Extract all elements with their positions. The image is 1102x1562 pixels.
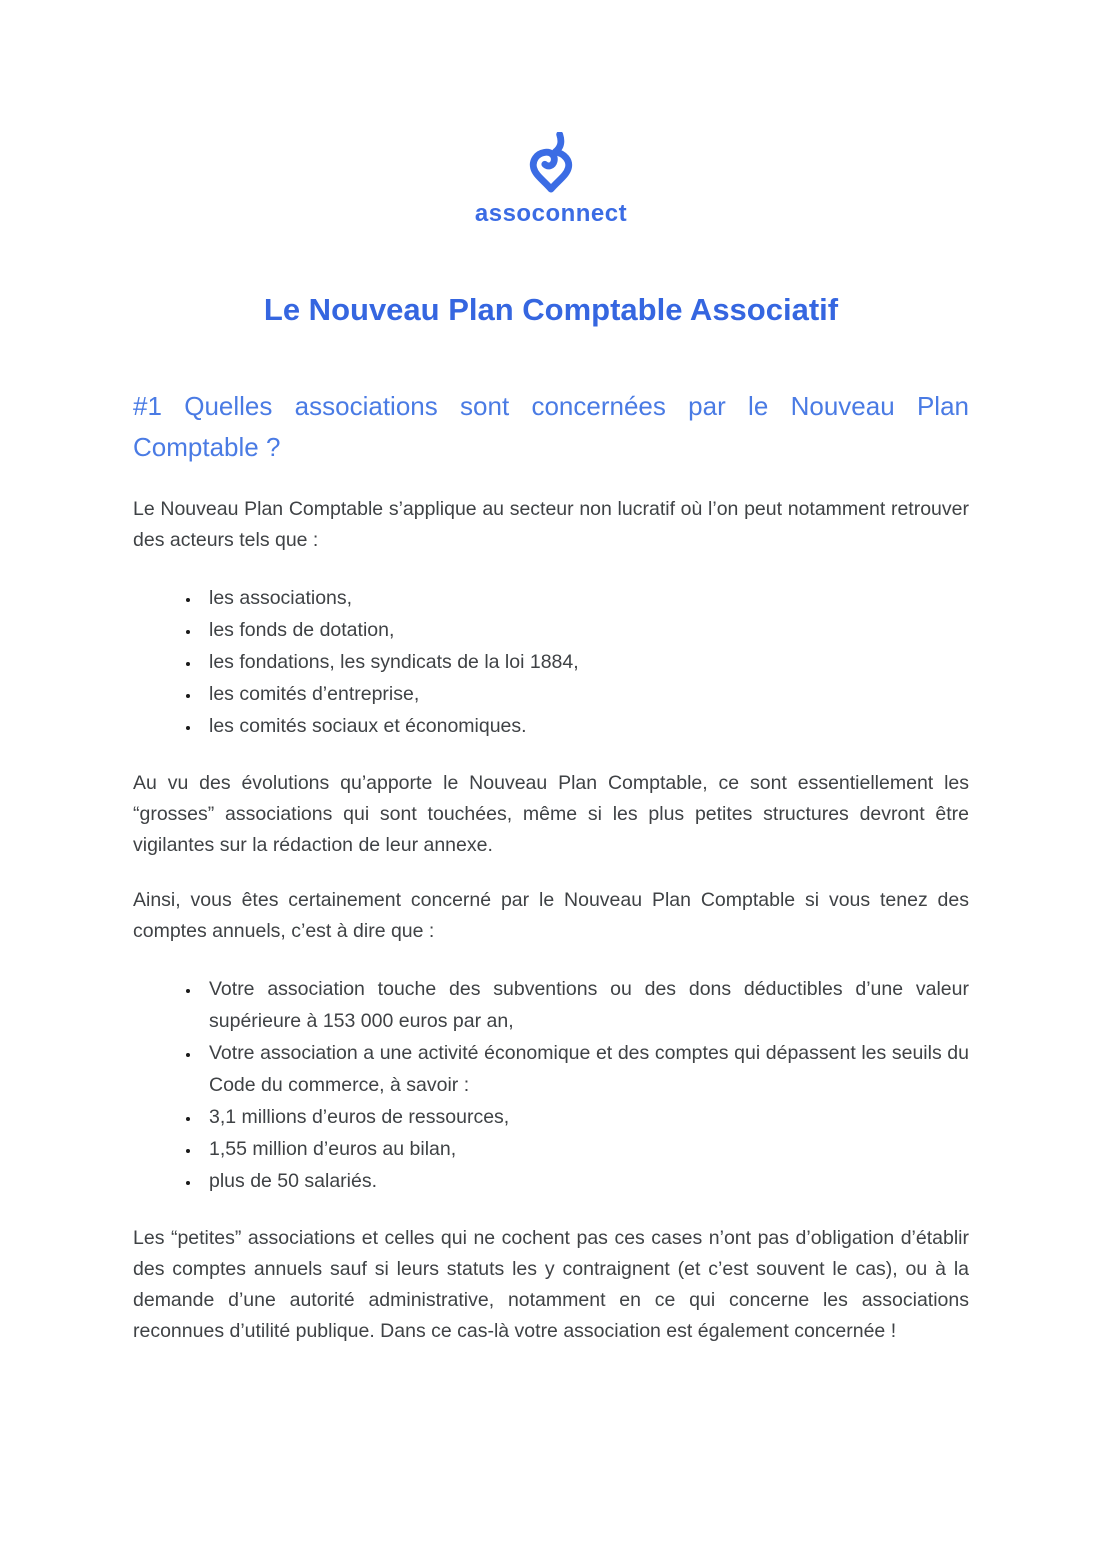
list-item: • plus de 50 salariés. — [201, 1165, 969, 1197]
assoconnect-heart-icon — [520, 132, 582, 194]
logo-wordmark: assoconnect — [474, 200, 628, 227]
list-item: • les comités d’entreprise, — [201, 678, 969, 710]
list-item: • 3,1 millions d’euros de ressources, — [201, 1101, 969, 1133]
list-item: • Votre association touche des subventions ou des dons déductibles d’une valeur supérieure à 153 000 euros par an, — [201, 973, 969, 1037]
criteria-bullet-list — [133, 973, 969, 1197]
section-heading: #1 Quelles associations sont concernées par le Nouveau Plan Comptable ? — [133, 391, 969, 462]
list-item: • les fondations, les syndicats de la loi 1884, — [201, 646, 969, 678]
logo — [133, 0, 969, 228]
list-item: • Votre association a une activité économique et des comptes qui dépassent les seuils du Code du commerce, à savoir : — [201, 1037, 969, 1101]
paragraph-intro: Le Nouveau Plan Comptable s’applique au secteur non lucratif où l’on peut notamment retrouver des acteurs tels que : — [133, 498, 969, 551]
list-item: • 1,55 million d’euros au bilan, — [201, 1133, 969, 1165]
list-item: • les associations, — [201, 582, 969, 614]
paragraph-petites: Les “petites” associations et celles qui ne cochent pas ces cases n’ont pas d’obligation d’établir des comptes annuels sauf si leurs statuts les y contraignent (et c’est souvent le cas), ou à la demande d’une autorité administrative, notamment en ce qui concerne les associations reconnues d’utilité publique. Dans ce cas-là votre association est également concernée ! — [133, 1227, 969, 1342]
list-item: • les comités sociaux et économiques. — [201, 710, 969, 742]
paragraph-ainsi: Ainsi, vous êtes certainement concerné par le Nouveau Plan Comptable si vous tenez des comptes annuels, c’est à dire que : — [133, 889, 969, 942]
paragraph-evolutions: Au vu des évolutions qu’apporte le Nouveau Plan Comptable, ce sont essentiellement les “grosses” associations qui sont touchées, même si les plus petites structures devront être vigilantes sur la rédaction de leur annexe. — [133, 772, 969, 856]
actors-bullet-list — [133, 582, 969, 742]
list-item: • les fonds de dotation, — [201, 614, 969, 646]
page-title: Le Nouveau Plan Comptable Associatif — [263, 292, 839, 327]
